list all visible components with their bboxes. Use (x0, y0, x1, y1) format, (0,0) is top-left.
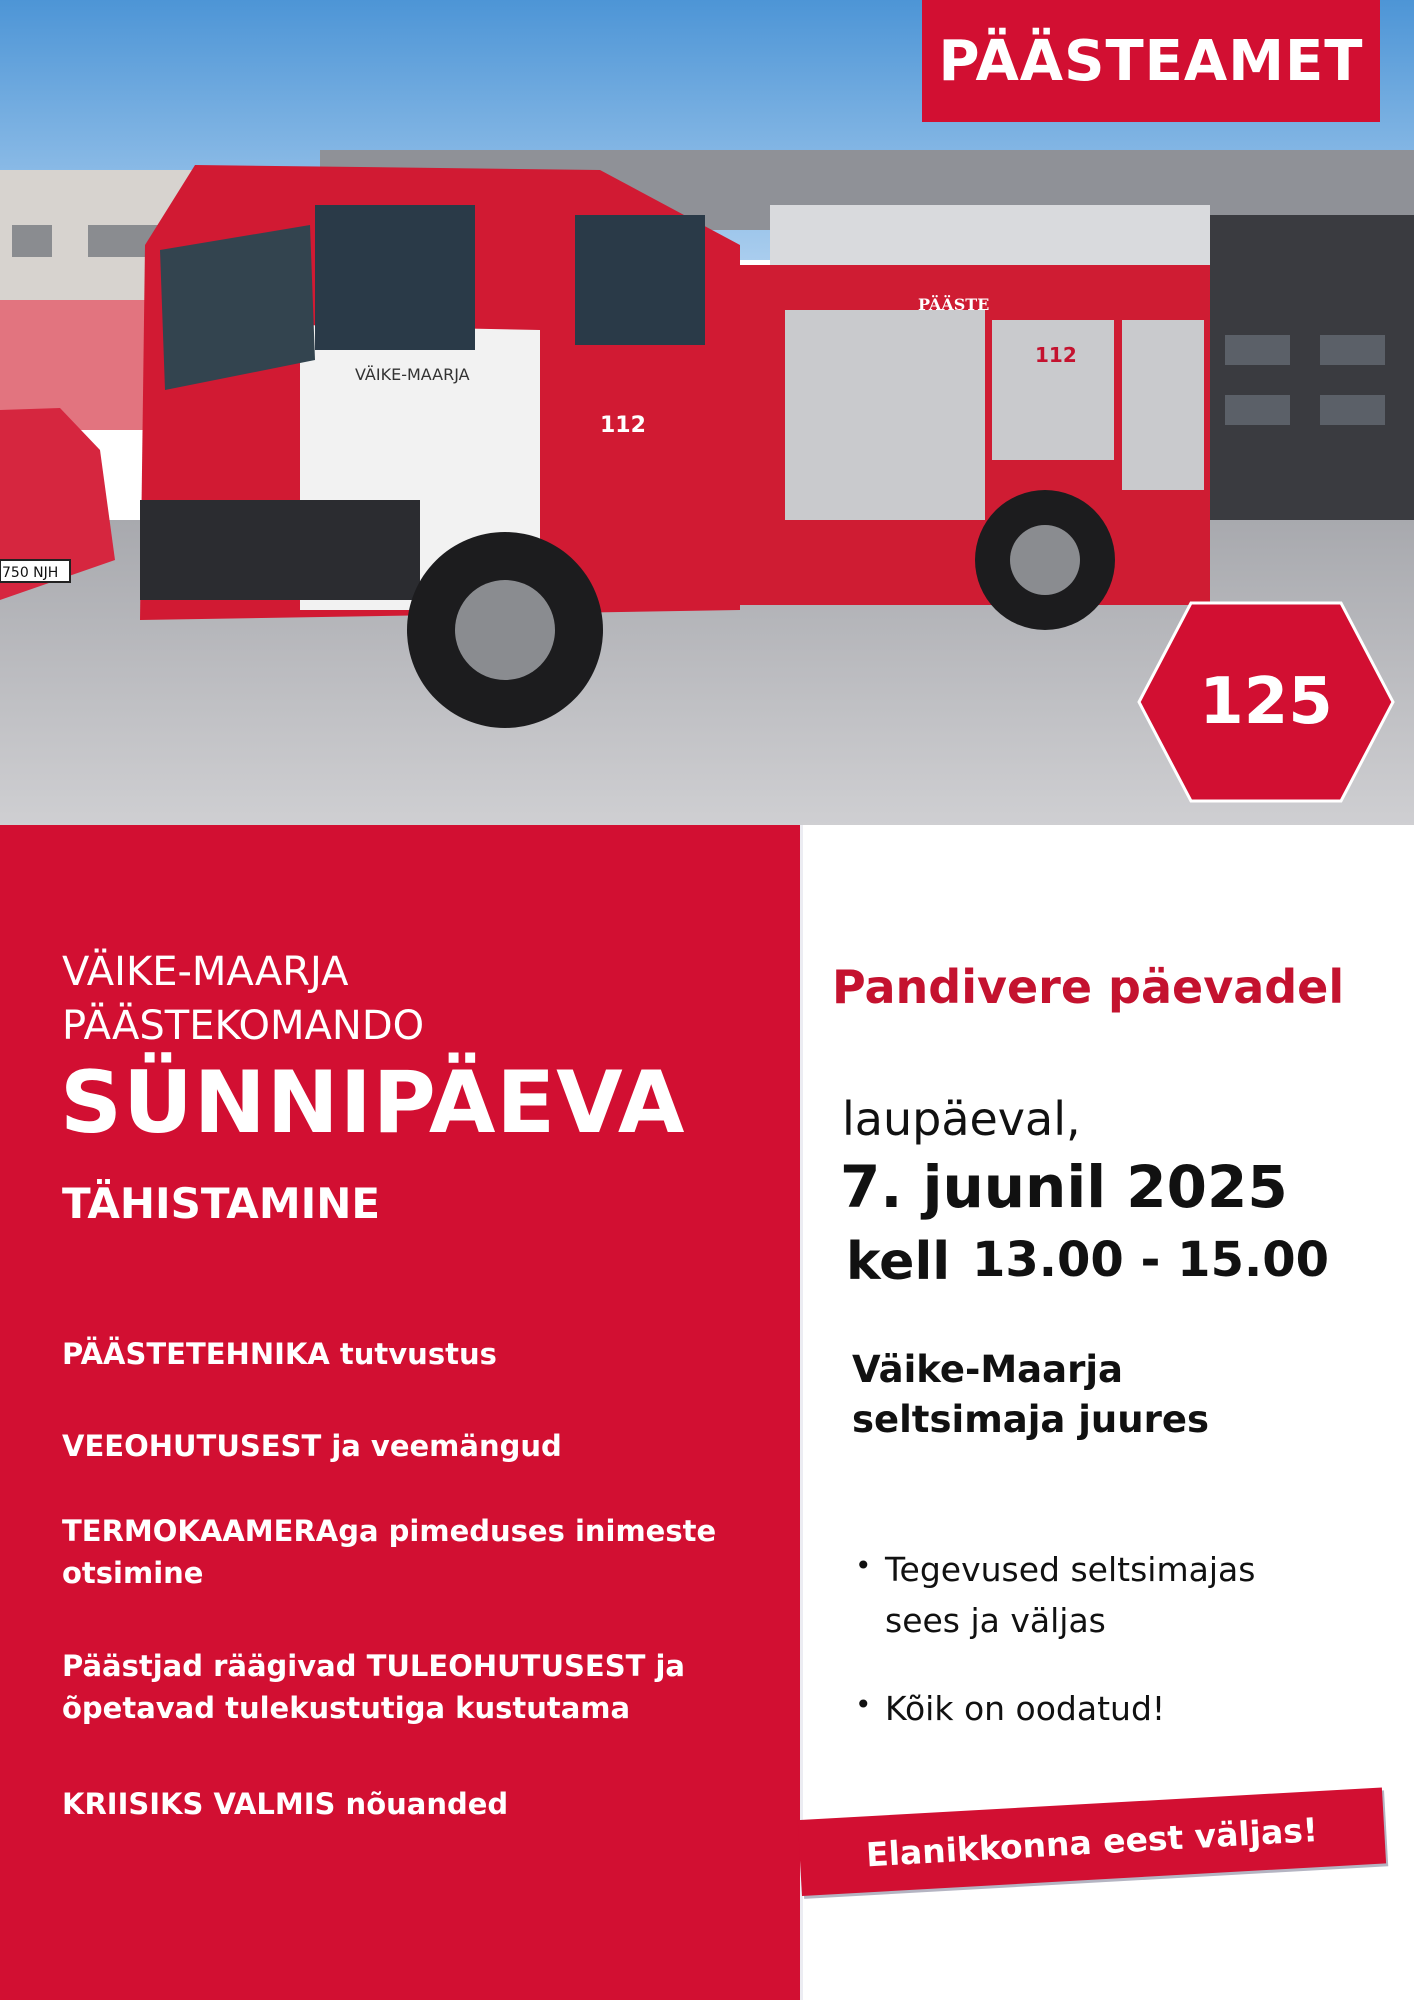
event-place-line-1: Väike-Maarja (852, 1348, 1123, 1391)
event-subtitle: TÄHISTAMINE (62, 1179, 381, 1228)
info-bullet-text: Kõik on oodatud! (885, 1689, 1166, 1728)
bullet-icon: • (855, 1688, 872, 1721)
slogan-ribbon: Elanikkonna eest väljas! (798, 1787, 1386, 1896)
activity-item: TERMOKAAMERAga pimeduses inimeste otsimine (62, 1514, 717, 1591)
event-context-heading: Pandivere päevadel (832, 960, 1345, 1014)
activity-item: PÄÄSTETEHNIKA tutvustus (62, 1337, 497, 1371)
event-day: laupäeval, (842, 1092, 1081, 1146)
info-bullet (855, 1683, 1305, 1734)
event-time-label: kell (846, 1232, 951, 1292)
truck-number-side: 112 (1035, 343, 1077, 367)
event-time: 13.00 - 15.00 (972, 1232, 1329, 1288)
anniversary-badge (1136, 600, 1396, 804)
info-bullet-text: Tegevused seltsimajas sees ja väljas (885, 1550, 1256, 1641)
activity-item: KRIISIKS VALMIS nõuanded (62, 1787, 509, 1821)
event-date: 7. juunil 2025 (840, 1153, 1288, 1221)
activity-item: VEEOHUTUSEST ja veemängud (62, 1429, 562, 1463)
truck-label: VÄIKE-MAARJA (355, 365, 470, 384)
event-place-line-2: seltsimaja juures (852, 1398, 1209, 1441)
truck-body-label: PÄÄSTE (918, 295, 990, 314)
car-plate: 750 NJH (2, 565, 59, 581)
truck-number: 112 (600, 413, 646, 438)
bullet-icon: • (855, 1549, 872, 1582)
activity-item: Päästjad räägivad TULEOHUTUSEST ja õpetavad tulekustutiga kustutama (62, 1649, 685, 1726)
brand-logo: PÄÄSTEAMET (922, 0, 1380, 122)
info-bullet (855, 1544, 1305, 1646)
event-title: SÜNNIPÄEVA (60, 1053, 686, 1153)
org-line-2: PÄÄSTEKOMANDO (62, 1003, 425, 1049)
org-line-1: VÄIKE-MAARJA (62, 949, 349, 995)
badge-number: 125 (1199, 665, 1333, 739)
